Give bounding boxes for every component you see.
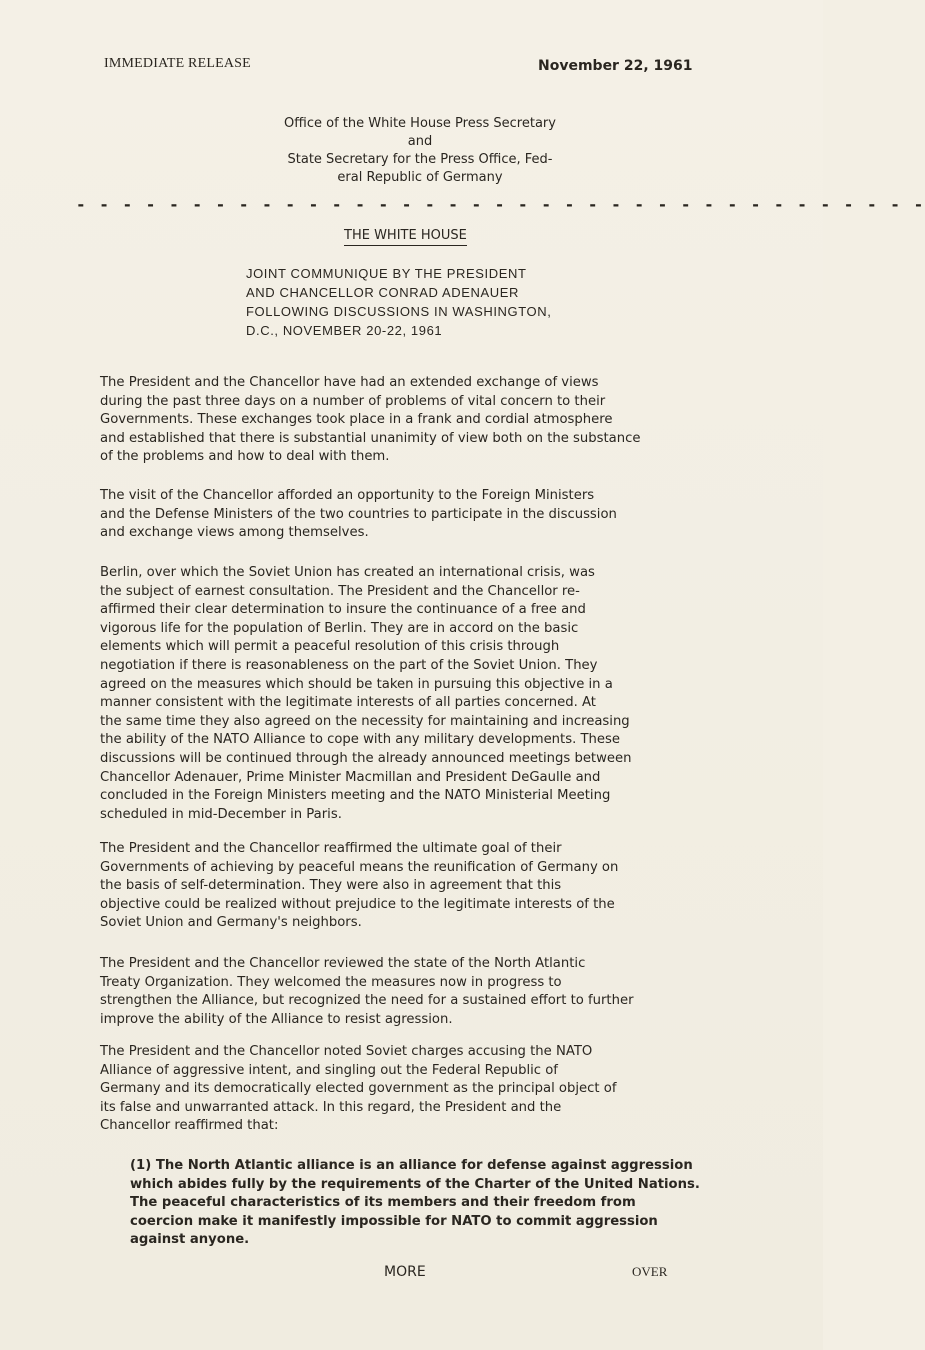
text-line: the basis of self-determination. They were also in agreement that this (100, 878, 562, 894)
text-line: The President and the Chancellor reviewed the state of the North Atlantic (100, 956, 586, 971)
text-line: which abides fully by the requirements of the Charter of the United Nations. (130, 1176, 700, 1192)
text-line: negotiation if there is reasonableness on the part of the Soviet Union. They (100, 657, 598, 673)
text-line: scheduled in mid-December in Paris. (100, 806, 342, 822)
text-line: Alliance of aggressive intent, and singling out the Federal Republic of (100, 1062, 558, 1078)
office-line: and (407, 134, 433, 149)
text-line: during the past three days on a number of problems of vital concern to their (100, 393, 606, 409)
text-line: and exchange views among themselves. (100, 525, 369, 541)
text-line: the subject of earnest consultation. The President and the Chancellor re- (100, 583, 580, 599)
communique-title (246, 264, 551, 340)
text-line: Berlin, over which the Soviet Union has created an international crisis, was (100, 565, 595, 580)
release-date: November 22, 1961 (538, 58, 693, 74)
paragraph-point-one (130, 1157, 795, 1250)
text-line: The President and the Chancellor have had an extended exchange of views (100, 375, 599, 390)
dashed-separator: - - - - - - - - - - - - - - - - - - - - - - - - - - - - - - - - - - - - - (76, 195, 925, 214)
text-line: (1) The North Atlantic alliance is an alliance for defense against aggression (130, 1158, 693, 1173)
paragraph-nato-review (100, 955, 765, 1029)
text-line: against anyone. (130, 1232, 250, 1248)
text-line: its false and unwarranted attack. In this regard, the President and the (100, 1099, 562, 1115)
text-line: discussions will be continued through the already announced meetings between (100, 750, 632, 766)
paragraph-visit (100, 487, 765, 543)
text-line: Governments of achieving by peaceful means the reunification of Germany on (100, 859, 619, 875)
text-line: Treaty Organization. They welcomed the measures now in progress to (100, 974, 562, 990)
office-line: State Secretary for the Press Office, Fed- (287, 152, 553, 167)
text-line: Germany and its democratically elected government as the principal object of (100, 1081, 617, 1097)
text-line: Chancellor Adenauer, Prime Minister Macmillan and President DeGaulle and (100, 769, 601, 785)
communique-line: AND CHANCELLOR CONRAD ADENAUER (246, 285, 519, 300)
paragraph-soviet-charges (100, 1043, 765, 1136)
text-line: The President and the Chancellor reaffirmed the ultimate goal of their (100, 841, 562, 856)
text-line: coercion make it manifestly impossible for NATO to commit aggression (130, 1213, 658, 1229)
office-block (230, 115, 610, 187)
paragraph-berlin (100, 564, 765, 824)
communique-line: D.C., NOVEMBER 20-22, 1961 (246, 323, 443, 338)
text-line: objective could be realized without prejudice to the legitimate interests of the (100, 896, 615, 912)
over-marker: OVER (632, 1264, 668, 1279)
text-line: The President and the Chancellor noted Soviet charges accusing the NATO (100, 1044, 593, 1059)
text-line: vigorous life for the population of Berlin. They are in accord on the basic (100, 620, 579, 636)
text-line: The peaceful characteristics of its members and their freedom from (130, 1195, 636, 1211)
text-line: elements which will permit a peaceful resolution of this crisis through (100, 639, 560, 655)
text-line: and the Defense Ministers of the two countries to participate in the discussion (100, 506, 617, 522)
paragraph-reunification (100, 840, 765, 933)
text-line: The visit of the Chancellor afforded an opportunity to the Foreign Ministers (100, 488, 595, 503)
text-line: the ability of the NATO Alliance to cope with any military developments. These (100, 732, 620, 748)
text-line: strengthen the Alliance, but recognized the need for a sustained effort to further (100, 993, 634, 1009)
text-line: and established that there is substantial unanimity of view both on the substance (100, 430, 641, 446)
text-line: Soviet Union and Germany's neighbors. (100, 915, 362, 931)
text-line: the same time they also agreed on the necessity for maintaining and increasing (100, 713, 630, 729)
office-line: Office of the White House Press Secretary (284, 116, 556, 131)
text-line: of the problems and how to deal with them. (100, 449, 390, 465)
white-house-heading: THE WHITE HOUSE (344, 228, 467, 246)
text-line: concluded in the Foreign Ministers meeting and the NATO Ministerial Meeting (100, 788, 611, 804)
text-line: affirmed their clear determination to insure the continuance of a free and (100, 602, 586, 618)
communique-line: JOINT COMMUNIQUE BY THE PRESIDENT (246, 266, 527, 281)
text-line: agreed on the measures which should be taken in pursuing this objective in a (100, 676, 613, 692)
text-line: Governments. These exchanges took place in a frank and cordial atmosphere (100, 412, 613, 428)
more-marker: MORE (384, 1264, 426, 1280)
communique-line: FOLLOWING DISCUSSIONS IN WASHINGTON, (246, 304, 552, 319)
text-line: improve the ability of the Alliance to resist agression. (100, 1011, 453, 1027)
release-label: IMMEDIATE RELEASE (104, 56, 251, 71)
office-line: eral Republic of Germany (337, 170, 503, 185)
paragraph-exchange (100, 374, 765, 467)
text-line: manner consistent with the legitimate interests of all parties concerned. At (100, 695, 596, 711)
text-line: Chancellor reaffirmed that: (100, 1118, 279, 1134)
